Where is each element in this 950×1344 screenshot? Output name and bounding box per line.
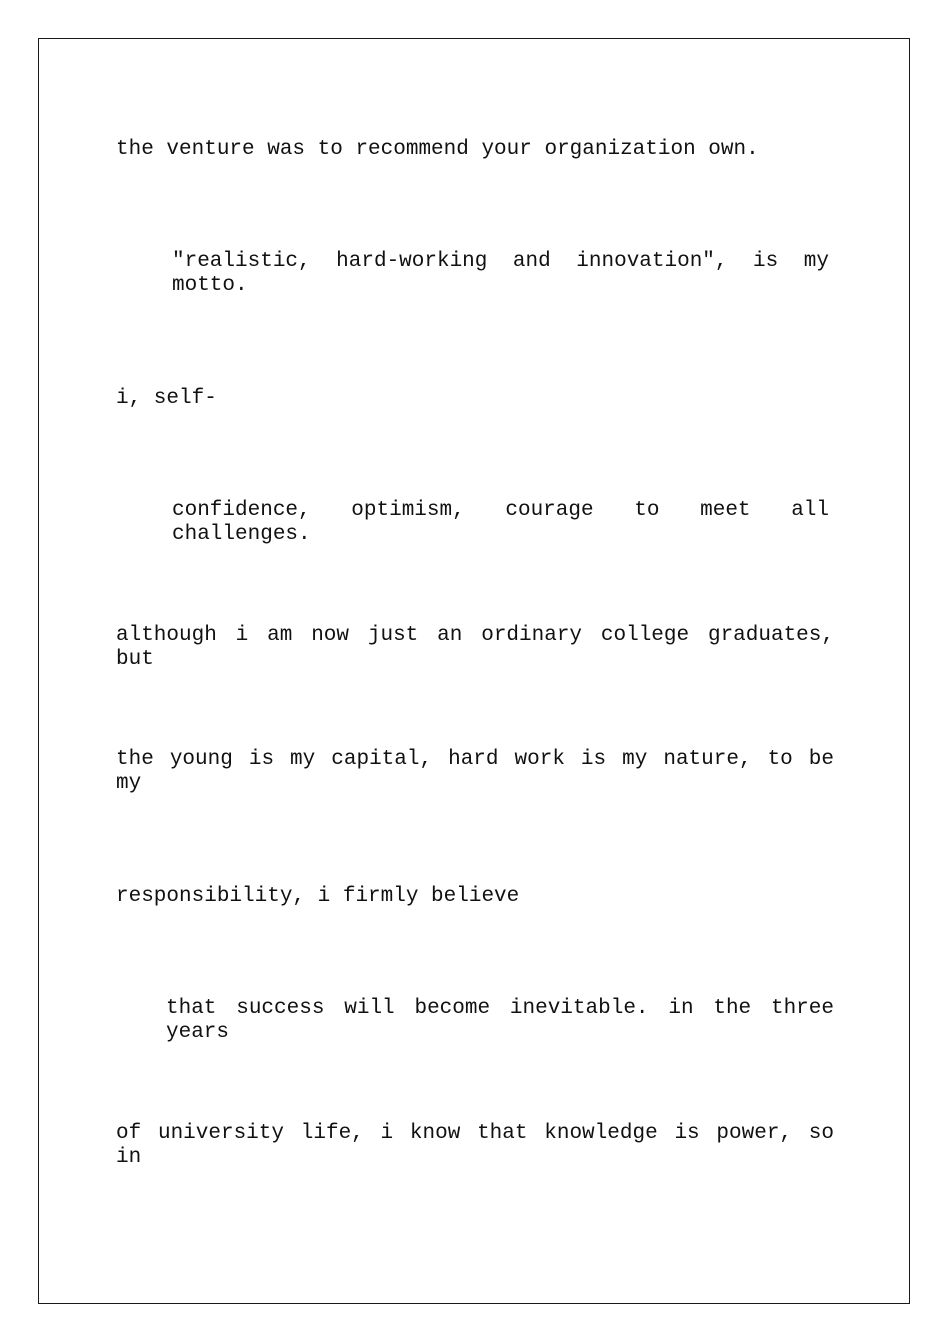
text-line: responsibility, i firmly believe [116, 885, 520, 908]
text-line: of university life, i know that knowledge is power, so in [116, 1122, 834, 1169]
text-line: i, self- [116, 387, 217, 410]
text-line: "realistic, hard-working and innovation", is my motto. [172, 250, 829, 297]
text-line: the venture was to recommend your organization own. [116, 138, 759, 161]
text-line: although i am now just an ordinary college graduates, but [116, 624, 834, 671]
text-line: that success will become inevitable. in the three years [166, 997, 834, 1044]
text-line: the young is my capital, hard work is my nature, to be my [116, 748, 834, 795]
text-line: confidence, optimism, courage to meet all challenges. [172, 499, 829, 546]
